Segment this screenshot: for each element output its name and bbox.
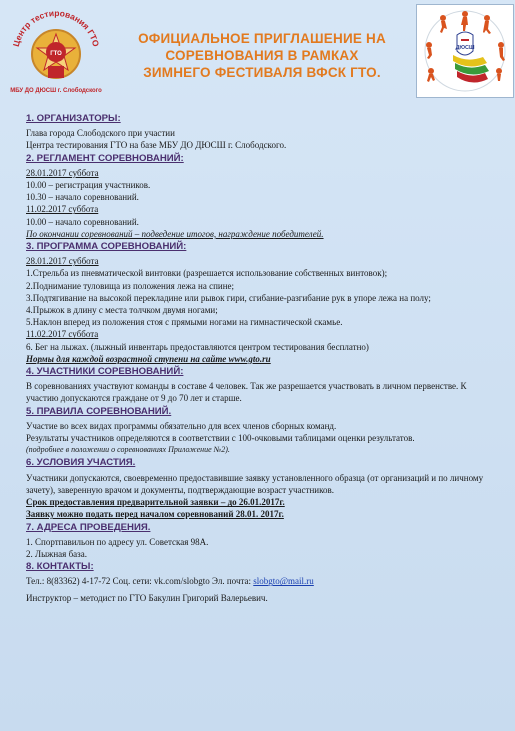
conditions-text: Участники допускаются, своевременно предоставившие заявку установленного образца (от организаций и по личному зачету), заверенную врачом и документы, подтверждающие возраст участников. [26,472,484,495]
schedule-date: 11.02.2017 суббота [26,204,99,215]
section-heading-participants: 4. УЧАСТНИКИ СОРЕВНОВАНИЙ: [26,366,184,378]
schedule-item: 10.00 – регистрация участников. [26,180,151,191]
rules-note: (подробнее в положении о соревнованиях Приложение №2). [26,445,230,455]
schedule-date: 28.01.2017 суббота [26,167,99,178]
section-heading-venues: 7. АДРЕСА ПРОВЕДЕНИЯ. [26,521,151,533]
logo-bottom-text: МБУ ДО ДЮСШ г. Слободского [10,88,102,94]
instructor-line: Инструктор – методист по ГТО Бакулин Григорий Валерьевич. [26,592,268,603]
deadline-text: Срок предоставления предварительной заявки – до 26.01.2017г. [26,497,285,508]
venue-item: 2. Лыжная база. [26,548,87,559]
section-heading-program: 3. ПРОГРАММА СОРЕВНОВАНИЙ: [26,241,187,253]
program-date: 28.01.2017 суббота [26,256,99,267]
schedule-item: 10.30 – начало соревнований. [26,192,139,203]
program-item: 3.Подтягивание на высокой перекладине или рывок гири, сгибание-разгибание рук в упоре лежа на полу; [26,292,431,303]
section-heading-organizers: 1. ОРГАНИЗАТОРЫ: [26,113,121,124]
school-logo-text: ДЮСШ [455,45,475,51]
program-item: 1.Стрельба из пневматической винтовки (разрешается использование собственных винтовок); [26,268,388,279]
venue-item: 1. Спортпавильон по адресу ул. Советская 98А. [26,536,209,547]
logo-arc-text: Центр тестирования ГТО [10,7,102,48]
invitation-body [26,112,492,604]
schedule-note: По окончании соревнований – подведение итогов, награждение победителей. [26,228,324,239]
organizer-line: Глава города Слободского при участии [26,128,175,139]
participants-text: В соревнованиях участвуют команды в составе 4 человек. Так же разрешается участвовать в личном первенстве. К участию допускаются граждане от 9 до 70 лет и старше. [26,381,467,404]
sports-school-logo [416,4,514,98]
section-heading-contacts: 8. КОНТАКТЫ: [26,561,94,573]
organizer-line: Центра тестирования ГТО на базе МБУ ДО ДЮСШ г. Слободского. [26,140,287,151]
invitation-title: ОФИЦИАЛЬНОЕ ПРИГЛАШЕНИЕ НА СОРЕВНОВАНИЯ В РАМКАХ ЗИМНЕГО ФЕСТИВАЛЯ ВФСК ГТО. [138,31,386,80]
section-heading-conditions: 6. УСЛОВИЯ УЧАСТИЯ. [26,457,136,469]
program-item: 4.Прыжок в длину с места толчком двумя ногами; [26,305,218,316]
section-heading-schedule: 2. РЕГЛАМЕНТ СОРЕВНОВАНИЙ: [26,152,184,164]
deadline-text: Заявку можно подать перед началом соревнований 28.01. 2017г. [26,509,284,520]
section-heading-rules: 5. ПРАВИЛА СОРЕВНОВАНИЙ. [26,405,172,417]
program-item: 5.Наклон вперед из положения стоя с прямыми ногами на гимнастической скамье. [26,317,343,328]
contact-line [26,575,492,587]
contact-details: Тел.: 8(83362) 4-17-72 Соц. сети: vk.com/slobgto Эл. почта: [26,576,254,587]
program-date: 11.02.2017 суббота [26,329,99,340]
schedule-item: 10.00 – начало соревнований. [26,216,139,227]
logo-badge-text: ГТО [50,51,62,57]
email-link[interactable]: slobgto@mail.ru [253,576,314,587]
rules-line: Результаты участников определяются в соответствии с 100-очковыми таблицами оценки результатов. [26,433,415,444]
gto-center-logo [4,4,108,96]
norms-note: Нормы для каждой возрастной ступени на сайте www.gto.ru [26,353,271,364]
program-item: 2.Поднимание туловища из положения лежа на спине; [26,280,235,291]
program-item: 6. Бег на лыжах. (лыжный инвентарь предоставляются центром тестирования бесплатно) [26,341,369,352]
rules-line: Участие во всех видах программы обязательно для всех членов сборных команд. [26,420,337,431]
